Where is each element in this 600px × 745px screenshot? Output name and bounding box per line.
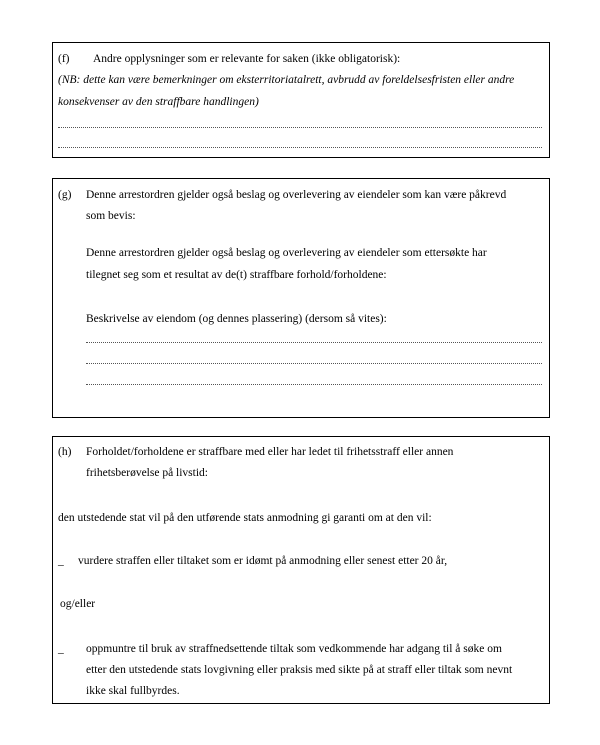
section-g-box — [52, 178, 550, 418]
section-f-note-line2: konsekvenser av den straffbare handlingen) — [58, 96, 259, 108]
section-f-label: (f) — [58, 53, 70, 65]
section-h-bullet2-line3: ikke skal fullbyrdes. — [86, 685, 180, 697]
section-h-bullet1: vurdere straffen eller tiltaket som er idømt på anmodning eller senest etter 20 år, — [78, 555, 448, 567]
section-g-para2-line2: tilegnet seg som et resultat av de(t) straffbare forhold/forholdene: — [86, 269, 387, 281]
section-h-conjunction: og/eller — [60, 598, 96, 610]
section-g-para1-line2: som bevis: — [86, 210, 136, 222]
section-f-heading: Andre opplysninger som er relevante for saken (ikke obligatorisk): — [93, 53, 401, 65]
section-h-label: (h) — [58, 446, 72, 458]
section-g-para3: Beskrivelse av eiendom (og dennes plassering) (dersom så vites): — [86, 313, 387, 325]
section-g-fill-line-3[interactable] — [86, 384, 542, 385]
section-g-para2-line1: Denne arrestordren gjelder også beslag og overlevering av eiendeler som ettersøkte har — [86, 247, 487, 259]
section-h-para1-line2: frihetsberøvelse på livstid: — [86, 467, 208, 479]
section-h-para2: den utstedende stat vil på den utførende stats anmodning gi garanti om at den vil: — [58, 512, 432, 524]
section-g-label: (g) — [58, 189, 72, 201]
section-f-fill-line-1[interactable] — [58, 127, 542, 128]
section-f-fill-line-2[interactable] — [58, 147, 542, 148]
section-f-note-line1: (NB: dette kan være bemerkninger om eksterritoriatalrett, avbrudd av foreldelsesfristen eller andre — [58, 74, 515, 86]
section-h-bullet1-marker: _ — [58, 555, 64, 567]
section-g-para1-line1: Denne arrestordren gjelder også beslag og overlevering av eiendeler som kan være påkrevd — [86, 189, 507, 201]
section-h-para1-line1: Forholdet/forholdene er straffbare med eller har ledet til frihetsstraff eller annen — [86, 446, 454, 458]
section-h-bullet2-line2: etter den utstedende stats lovgivning eller praksis med sikte på at straff eller tiltak som nevnt — [86, 664, 513, 676]
section-h-bullet2-marker: _ — [58, 643, 64, 655]
section-g-fill-line-2[interactable] — [86, 363, 542, 364]
section-g-fill-line-1[interactable] — [86, 342, 542, 343]
section-h-box — [52, 436, 550, 704]
section-f-box — [52, 42, 550, 158]
section-h-bullet2-line1: oppmuntre til bruk av straffnedsettende tiltak som vedkommende har adgang til å søke om — [86, 643, 502, 655]
